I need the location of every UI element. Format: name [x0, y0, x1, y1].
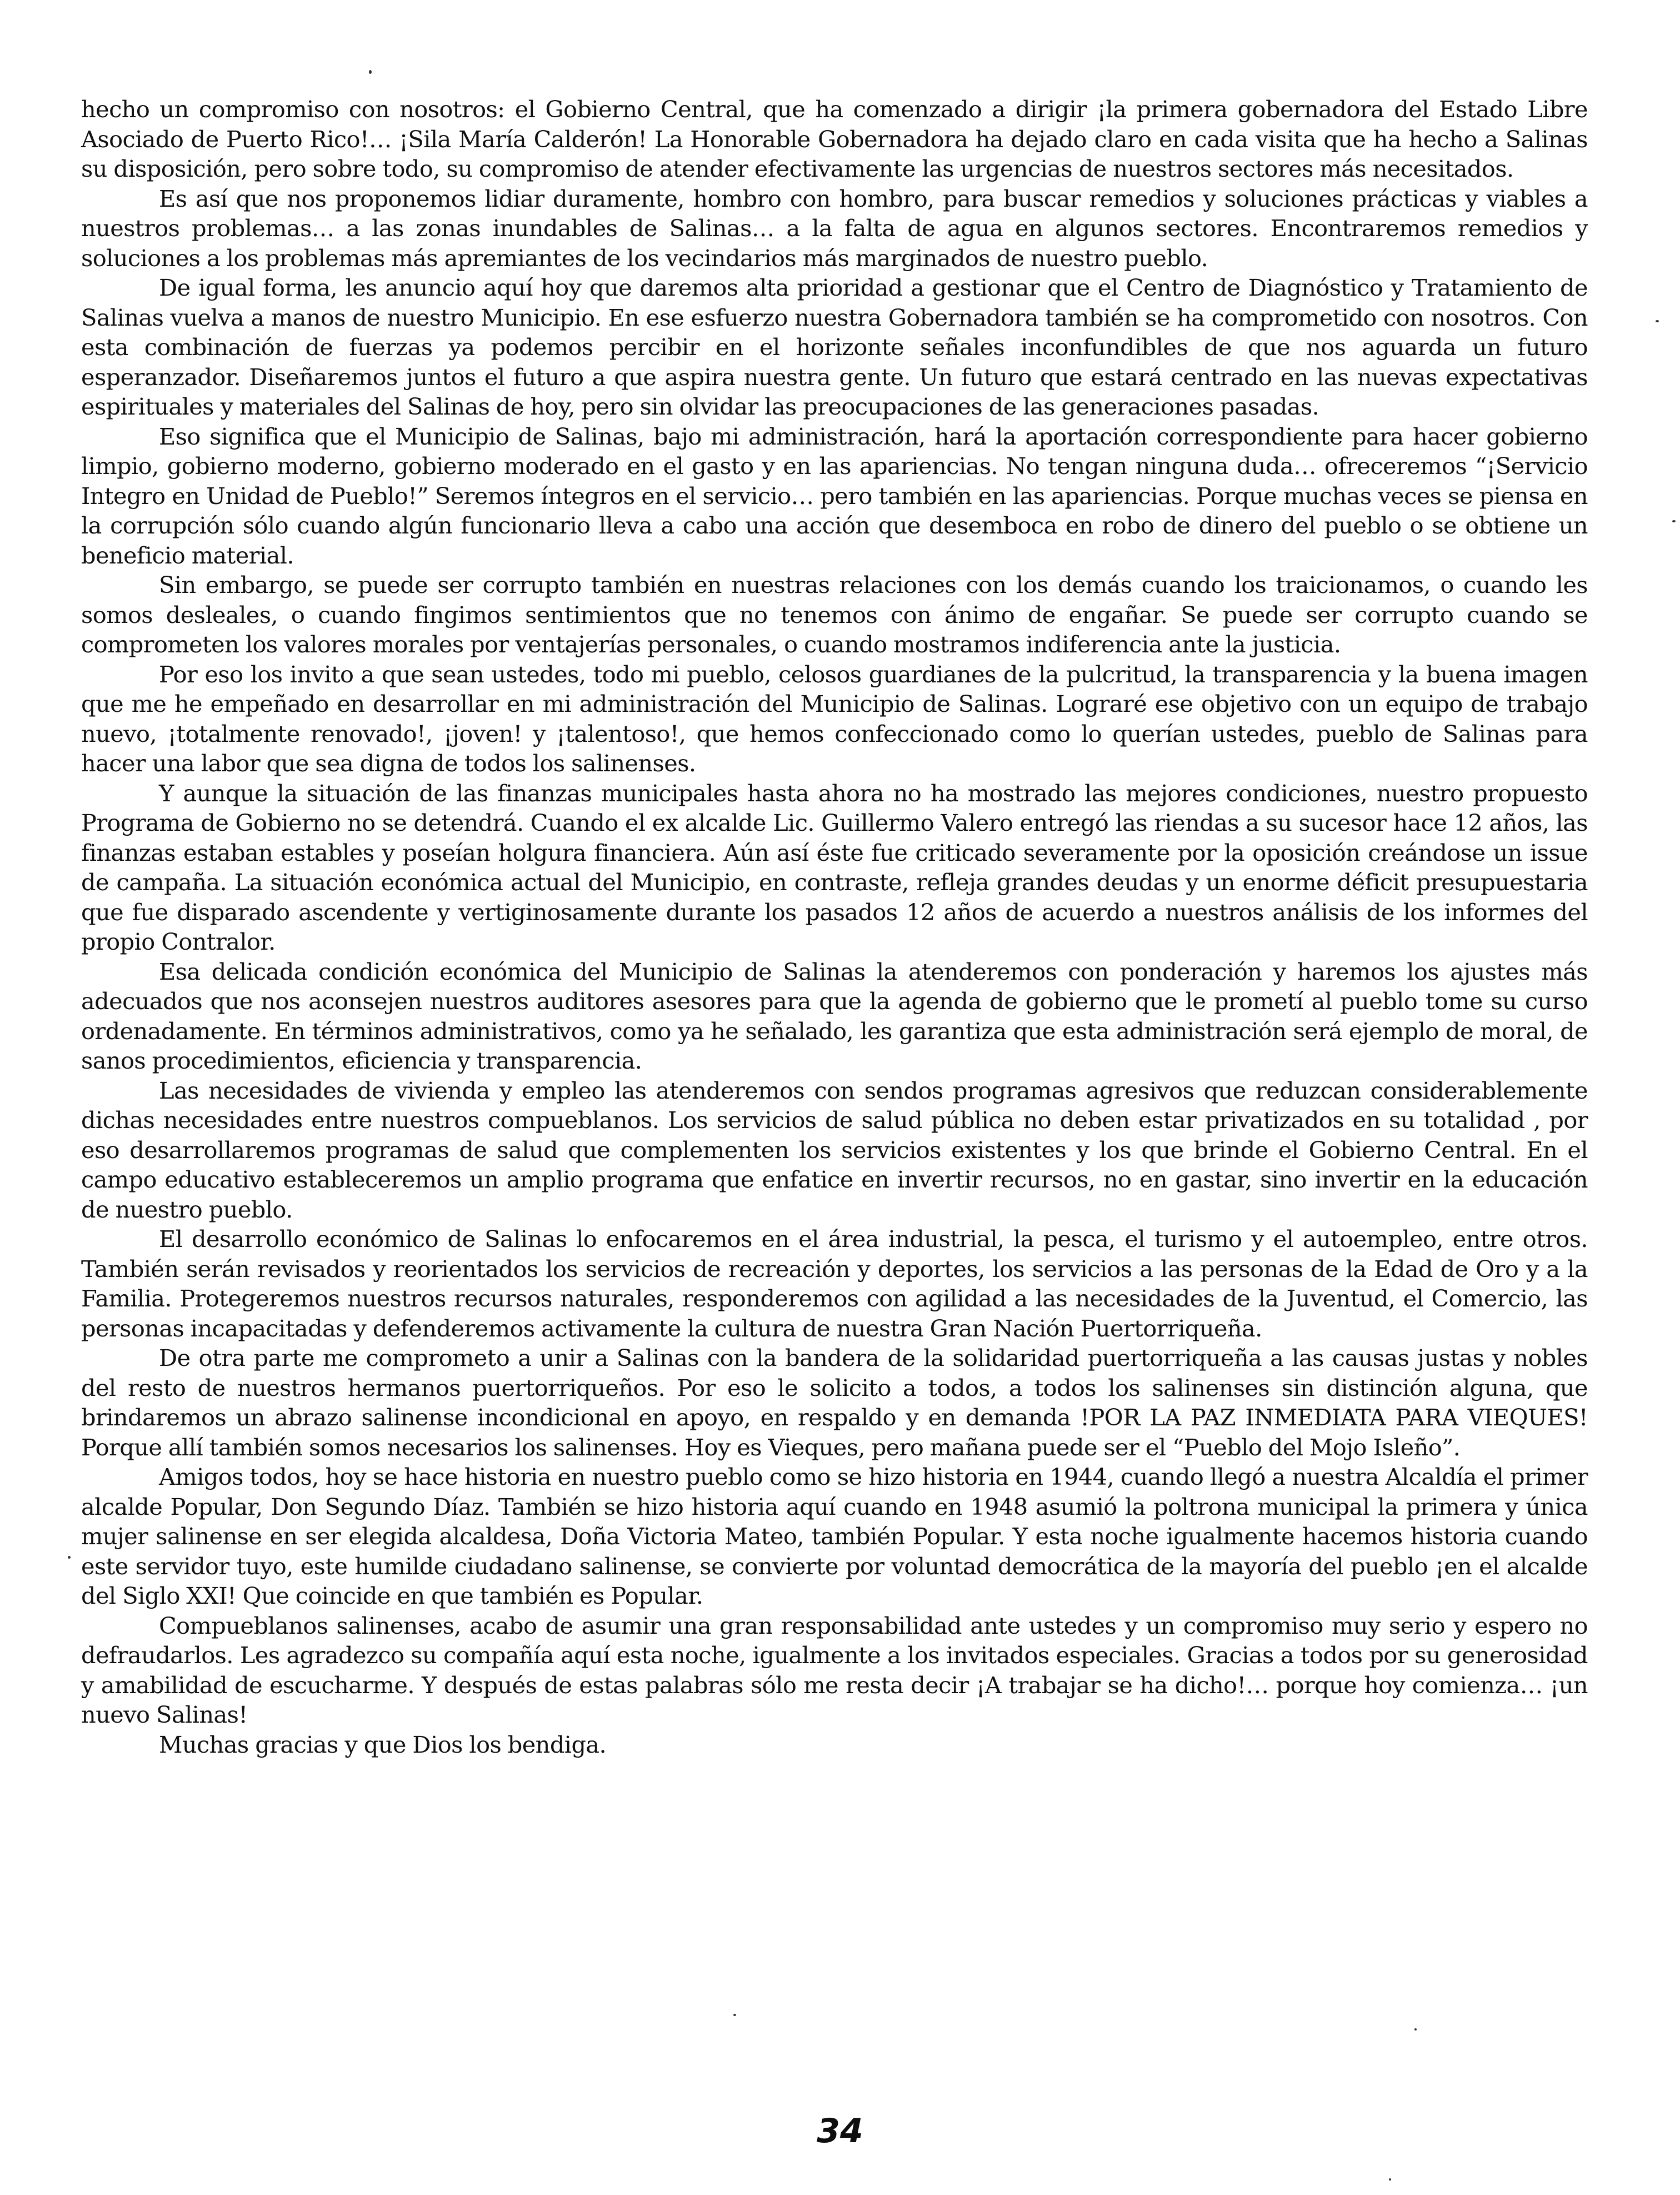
scan-speck	[1656, 320, 1659, 322]
paragraph-9: Las necesidades de vivienda y empleo las atenderemos con sendos programas agresivos que reduzcan considerablemente dichas necesidades entre nuestros compueblanos. Los servicios de salud pública no deben estar privatizados en su totalidad , por eso desarrollaremos programas de salud que complementen los servicios existentes y los que brinde el Gobierno Central. En el campo educativo estableceremos un amplio programa que enfatice en invertir recursos, no en gastar, sino invertir en la educación de nuestro pueblo.	[81, 1076, 1588, 1223]
closing-line: Muchas gracias y que Dios los bendiga.	[159, 1730, 607, 1758]
paragraph-11: De otra parte me comprometo a unir a Salinas con la bandera de la solidaridad puertorriqueña a las causas justas y nobles del resto de nuestros hermanos puertorriqueños. Por eso le solicito a todos, a todos los salinenses sin distinción alguna, que brindaremos un abrazo salinense incondicional en apoyo, en respaldo y en demanda !POR LA PAZ INMEDIATA PARA VIEQUES! Porque allí también somos necesarios los salinenses. Hoy es Vieques, pero mañana puede ser el “Pueblo del Mojo Isleño”.	[81, 1344, 1588, 1461]
paragraph-7: Y aunque la situación de las finanzas municipales hasta ahora no ha mostrado las mejores condiciones, nuestro propuesto Programa de Gobierno no se detendrá. Cuando el ex alcalde Lic. Guillermo Valero entregó las riendas a su sucesor hace 12 años, las finanzas estaban estables y poseían holgura financiera. Aún así éste fue criticado severamente por la oposición creándose un issue de campaña. La situación económica actual del Municipio, en contraste, refleja grandes deudas y un enorme déficit presupuestaria que fue disparado ascendente y vertiginosamente durante los pasados 12 años de acuerdo a nuestros análisis de los informes del propio Contralor.	[81, 779, 1588, 955]
paragraph-2: Es así que nos proponemos lidiar duramente, hombro con hombro, para buscar remedios y soluciones prácticas y viables a nuestros problemas… a las zonas inundables de Salinas… a la falta de agua en algunos sectores. Encontraremos remedios y soluciones a los problemas más apremiantes de los vecindarios más marginados de nuestro pueblo.	[81, 184, 1588, 272]
paragraph-4: Eso significa que el Municipio de Salinas, bajo mi administración, hará la aportación correspondiente para hacer gobierno limpio, gobierno moderno, gobierno moderado en el gasto y en las apariencias. No tengan ninguna duda… ofreceremos “¡Servicio Integro en Unidad de Pueblo!” Seremos íntegros en el servicio… pero también en las apariencias. Porque muchas veces se piensa en la corrupción sólo cuando algún funcionario lleva a cabo una acción que desemboca en robo de dinero del pueblo o se obtiene un beneficio material.	[81, 422, 1588, 569]
scan-speck	[68, 1556, 71, 1559]
paragraph-1: hecho un compromiso con nosotros: el Gobierno Central, que ha comenzado a dirigir ¡la primera gobernadora del Estado Libre Asociado de Puerto Rico!… ¡Sila María Calderón! La Honorable Gobernadora ha dejado claro en cada visita que ha hecho a Salinas su disposición, pero sobre todo, su compromiso de atender efectivamente las urgencias de nuestros sectores más necesitados.	[81, 96, 1588, 182]
scan-speck	[733, 2014, 736, 2016]
paragraph-10: El desarrollo económico de Salinas lo enfocaremos en el área industrial, la pesca, el turismo y el autoempleo, entre otros. También serán revisados y reorientados los servicios de recreación y deportes, los servicios a las personas de la Edad de Oro y a la Familia. Protegeremos nuestros recursos naturales, responderemos con agilidad a las necesidades de la Juventud, el Comercio, las personas incapacitadas y defenderemos activamente la cultura de nuestra Gran Nación Puertorriqueña.	[81, 1225, 1588, 1342]
document-body	[81, 94, 1588, 1759]
scan-speck	[1672, 520, 1676, 522]
page-number: 34	[817, 2112, 863, 2151]
paragraph-12: Amigos todos, hoy se hace historia en nuestro pueblo como se hizo historia en 1944, cuando llegó a nuestra Alcaldía el primer alcalde Popular, Don Segundo Díaz. También se hizo historia aquí cuando en 1948 asumió la poltrona municipal la primera y única mujer salinense en ser elegida alcaldesa, Doña Victoria Mateo, también Popular. Y esta noche igualmente hacemos historia cuando este servidor tuyo, este humilde ciudadano salinense, se convierte por voluntad democrática de la mayoría del pueblo ¡en el alcalde del Siglo XXI! Que coincide en que también es Popular.	[81, 1463, 1588, 1609]
scan-speck	[1389, 2178, 1391, 2181]
paragraph-8: Esa delicada condición económica del Municipio de Salinas la atenderemos con ponderación y haremos los ajustes más adecuados que nos aconsejen nuestros auditores asesores para que la agenda de gobierno que le prometí al pueblo tome su curso ordenadamente. En términos administrativos, como ya he señalado, les garantiza que esta administración será ejemplo de moral, de sanos procedimientos, eficiencia y transparencia.	[81, 957, 1588, 1074]
paragraph-6: Por eso los invito a que sean ustedes, todo mi pueblo, celosos guardianes de la pulcritud, la transparencia y la buena imagen que me he empeñado en desarrollar en mi administración del Municipio de Salinas. Lograré ese objetivo con un equipo de trabajo nuevo, ¡totalmente renovado!, ¡joven! y ¡talentoso!, que hemos confeccionado como lo querían ustedes, pueblo de Salinas para hacer una labor que sea digna de todos los salinenses.	[81, 660, 1588, 777]
paragraph-3: De igual forma, les anuncio aquí hoy que daremos alta prioridad a gestionar que el Centro de Diagnóstico y Tratamiento de Salinas vuelva a manos de nuestro Municipio. En ese esfuerzo nuestra Gobernadora también se ha comprometido con nosotros. Con esta combinación de fuerzas ya podemos percibir en el horizonte señales inconfundibles de que nos aguarda un futuro esperanzador. Diseñaremos juntos el futuro a que aspira nuestra gente. Un futuro que estará centrado en las nuevas expectativas espirituales y materiales del Salinas de hoy, pero sin olvidar las preocupaciones de las generaciones pasadas.	[81, 274, 1588, 420]
scan-speck	[1414, 2028, 1417, 2031]
paragraph-5: Sin embargo, se puede ser corrupto también en nuestras relaciones con los demás cuando los traicionamos, o cuando les somos desleales, o cuando fingimos sentimientos que no tenemos con ánimo de engañar. Se puede ser corrupto cuando se comprometen los valores morales por ventajerías personales, o cuando mostramos indiferencia ante la justicia.	[81, 571, 1588, 658]
paragraph-13: Compueblanos salinenses, acabo de asumir una gran responsabilidad ante ustedes y un compromiso muy serio y espero no defraudarlos. Les agradezco su compañía aquí esta noche, igualmente a los invitados especiales. Gracias a todos por su generosidad y amabilidad de escucharme. Y después de estas palabras sólo me resta decir ¡A trabajar se ha dicho!… porque hoy comienza… ¡un nuevo Salinas!	[81, 1612, 1588, 1728]
scan-speck	[369, 70, 372, 74]
